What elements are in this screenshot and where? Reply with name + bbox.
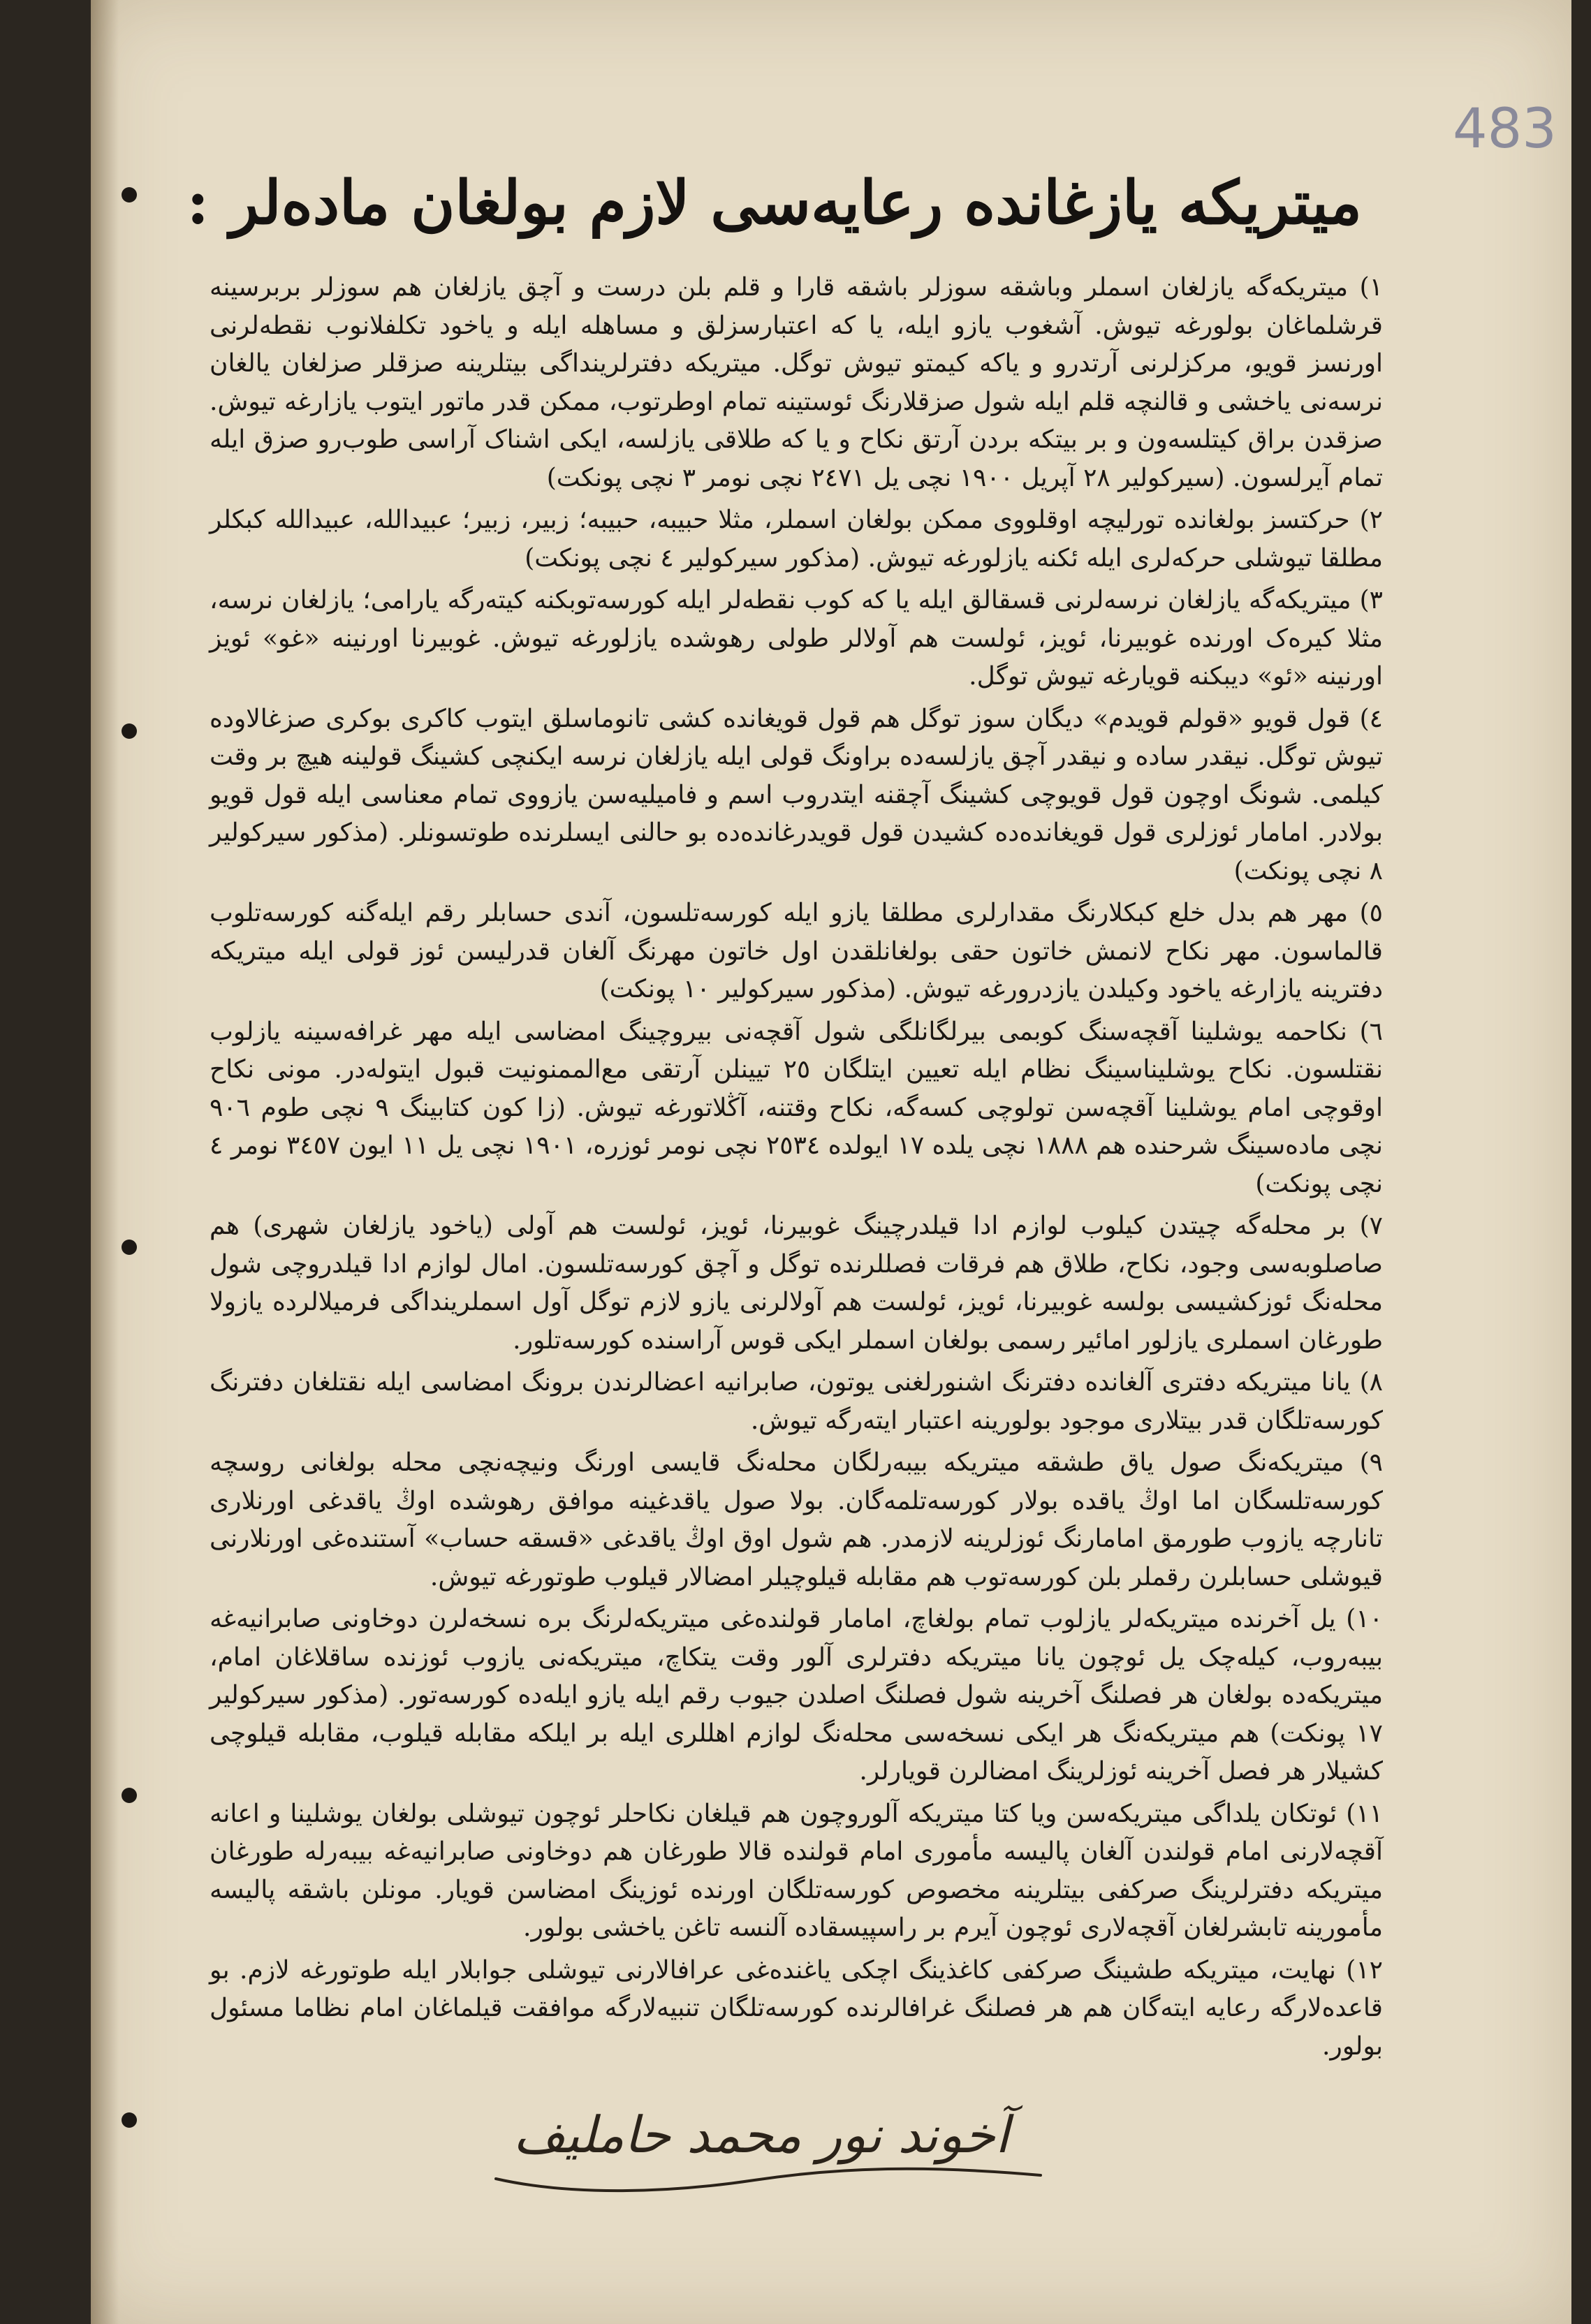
paragraph-10: ١٠) یل آخرنده میتریکه‌لر یازلوب تمام بولغاچ، امامار قولنده‌غی میتریکه‌لرنگ بره نسخه‌لرن دوخاونی صابرانیه‌غه بیبه‌روب، کیله‌چک یل ئوچون یانا میتریکه دفترلری آلور وقت یتکاچ، میتریکه‌نی یازوب ئوزنده ساقلاغان امام، میتریکه‌ده بولغان هر فصلنگ آخرینه شول فصلنگ اصلدن جیوب رقم ایله یازو ایله‌ده کورسه‌تور. (مذکور سیرکولیر ١٧ پونکت) هم میتریکه‌نگ هر ایکی نسخه‌سی محله‌نگ لوازم اهللری ایله بر ایلکه مقابله قیلوب، مقابله قیلوچی کشیلار هر فصل آخرینه ئوزلرینگ امضالرن قویارلر. [210,1605,1383,1786]
punch-hole [122,723,137,739]
paragraph-11: ١١) ئوتکان یلداگی میتریکه‌سن ویا کتا میتریکه آلوروچون هم قیلغان نکاحلر ئوچون تیوشلی بولغان یوشلینا و اعانه آقچه‌لارنی امام قولندن آلغان پالیسه مأموری امام قولنده قالا طورغان هم دوخاونی صابرانیه‌غه بیبه‌رله طورغان میتریکه دفترلرینگ صرکفی بیتلرینه مخصوص کورسه‌تلگان اورنده ئوزینگ امضاسن قویار. مونلن باشقه پالیسه مأمورینه تابشرلغان آقچه‌لاری ئوچون آیرم بر راسپیسقاده آلنسه تاغن یاخشی بولور. [210,1799,1383,1942]
paragraph-1: ١) میتریکه‌گه یازلغان اسملر وباشقه سوزلر باشقه قارا و قلم بلن درست و آچق یازلغان هم سوزلر بربرسینه قرشلماغان بولورغه تیوش. آشغوب یازو ایله، یا که اعتبارسزلق و مساهله ایله و یاخود تکلفلانوب نقطه‌لرنی اورنسز قویو، مرکزلرنی آرتدرو و یاکه کیمتو تیوش توگل. میتریکه دفترلرینداگی بیتلرینه صزقلر صزلغان یالغان نرسه‌نی یاخشی و قالنچه قلم ایله شول صزقلارنگ ئوستینه تمام اوطرتوب، ممکن قدر ماتور ایتوب یازارغه تیوش. صزقدن براق کیتلسه‌ون و بر بیتکه بردن آرتق نکاح و یا که طلاقی یازلسه، ایکی اشناک آراسی طوب‌رو صزق ایله تمام آیرلسون. (سیرکولیر ٢٨ آپریل ١٩٠٠ نچی یل ٢٤٧١ نچی نومر ٣ نچی پونکت) [210,273,1383,492]
punch-hole [122,187,137,203]
punch-hole [122,2112,137,2128]
document-title: میتریکه یازغانده رعایه‌سی لازم بولغان ماده‌لر : [186,168,1362,238]
document-body [210,269,1383,2066]
paragraph-4: ٤) قول قویو «قولم قویدم» دیگان سوز توگل هم قول قویغانده کشی تانوماسلق ایتوب کاکری بوکری صزغالاوده تیوش توگل. نیقدر ساده و نیقدر آچق یازلسه‌ده براونگ قولی ایله یازلغان نرسه ایکنچی کشینگ قولینه هیچ بر وقت کیلمی. شونگ اوچون قول قویوچی کشینگ آچقنه ایتدروب اسم و فامیلیه‌سن یازووی تمام معناسی ایله قول قویو بولادر. امامار ئوزلری قول قویغانده‌ده کشیدن قول قویدرغانده‌ده بو حالنی ایسلرنده طوتسونلر. (مذکور سیرکولیر ٨ نچی پونکت) [210,704,1383,885]
page-fold-shadow [91,0,119,2324]
paragraph-5: ٥) مهر هم بدل خلع کبکلارنگ مقدارلری مطلقا یازو ایله کورسه‌تلسون، آندی حسابلر رقم ایله‌گنه کورسه‌تلوب قالماسون. مهر نکاح لانمش خاتون حقی بولغانلقدن اول خاتون مهرنگ آلغان قدرلیسن ئوز قولی ایله میتریکه دفترینه یازارغه یاخود وکیلدن یازدرورغه تیوش. (مذکور سیرکولیر ١٠ پونکت) [210,899,1383,1003]
signature-flourish [489,2137,1048,2200]
paragraph-6: ٦) نکاحمه یوشلینا آقچه‌سنگ کوبمی بیرلگانلگی شول آقچه‌نی بیروچینگ امضاسی ایله مهر غرافه‌سینه یازلوب نقتلسون. نکاح یوشلیناسینگ نظام ایله تعیین ایتلگان ٢٥ تیینلن آرتقی مع‌الممنونیت قبول ایتوله‌در. مونی نکاح اوقوچی امام یوشلینا آقچه‌سن تولوچی کسه‌گه، نکاح وقتنه، آڭلاتورغه تیوش. (زا کون کتابینگ ٩ نچی طوم ٩٠٦ نچی ماده‌سینگ شرحنده هم ١٨٨٨ نچی یلده ١٧ ایولده ٢٥٣٤ نچی نومر ئوزره، ١٩٠١ نچی یل ١١ ایون ٣٤٥٧ نومر ٤ نچی پونکت) [210,1017,1384,1198]
punch-hole [122,1240,137,1255]
paragraph-8: ٨) یانا میتریکه دفتری آلغانده دفترنگ اشنورلغنی یوتون، صابرانیه اعضالرندن برونگ امضاسی ایله نقتلغان دفترنگ کورسه‌تلگان قدر بیتلاری موجود بولورینه اعتبار ایته‌رگه تیوش. [210,1368,1383,1435]
paragraph-3: ٣) میتریکه‌گه یازلغان نرسه‌لرنی قسقالق ایله یا که کوب نقطه‌لر ایله کورسه‌توبکنه کیته‌رگه یارامی؛ یازلغان نرسه، مثلا کیره‌ک اورنده غوبیرنا، ئویز، ئولست هم آولالر طولی رهوشده یازلورغه تیوش. غوبیرنا اورنینه «غو» ئویز اورنینه «ئو» دیبکنه قویارغه تیوش توگل. [210,586,1383,691]
paragraph-12: ١٢) نهایت، میتریکه طشینگ صرکفی کاغذینگ اچکی یاغنده‌غی عرافالارنی تیوشلی جوابلار ایله طوتورغه لازم. بو قاعده‌لارگه رعایه ایته‌گان هم هر فصلنگ غرافالرنده کورسه‌تلگان تنبیه‌لارگه موافقت قیلماغان امام نظاما مسئول بولور. [210,1955,1383,2061]
punch-hole [122,1788,137,1803]
paragraph-7: ٧) بر محله‌گه چیتدن کیلوب لوازم ادا قیلدرچینگ غوبیرنا، ئویز، ئولست هم آولی (یاخود یازلغان شهری) هم صاصلوبه‌سی وجود، نکاح، طلاق هم فرقات فصللرنده توگل و آچق کورسه‌تلسون. امال لوازم ادا قیلدروچی شول محله‌نگ ئوزکشیسی بولسه غوبیرنا، ئویز، ئولست هم آولالرنی یازو لازم توگل آول اسملرینداگی فرمیلالرده یازولا طورغان اسملری یازلور امائیر رسمی بولغان اسملر ایکی قوس آراسنده کورسه‌تلور. [210,1212,1383,1355]
page-number: 483 [1453,98,1557,161]
paragraph-2: ٢) حرکتسز بولغانده تورلیچه اوقلووی ممکن بولغان اسملر، مثلا حبیبه، حبیبه؛ زبیر، زبیر؛ عبیدالله، عبیدالله کبکلر مطلقا تیوشلی حرکه‌لری ایله ئکنه یازلورغه تیوش. (مذکور سیرکولیر ٤ نچی پونکت) [210,506,1383,573]
paragraph-9: ٩) میتریکه‌نگ صول یاق طشقه میتریکه بیبه‌رلگان محله‌نگ قایسی اورنگ ونیچه‌نچی محله بولغانی روسچه کورسه‌تلسگان اما اوڭ یاقده بولار کورسه‌تلمه‌گان. بولا صول یاقدغینه موافق رهوشده اوڭ یاقدغی اورنلاری تانارچه یازوب طورمق امامارنگ ئوزلرینه لازمدر. هم شول اوق اوڭ یاقدغی «قسقه حساب» آستنده‌غی اورنلارنی قیوشلی حسابلرن رقملر بلن کورسه‌توب هم مقابله قیلوچیلر امضالار قیلوب طوتورغه تیوش. [210,1448,1383,1591]
signature: آخوند نور محمد حاملیف [513,2105,1009,2164]
